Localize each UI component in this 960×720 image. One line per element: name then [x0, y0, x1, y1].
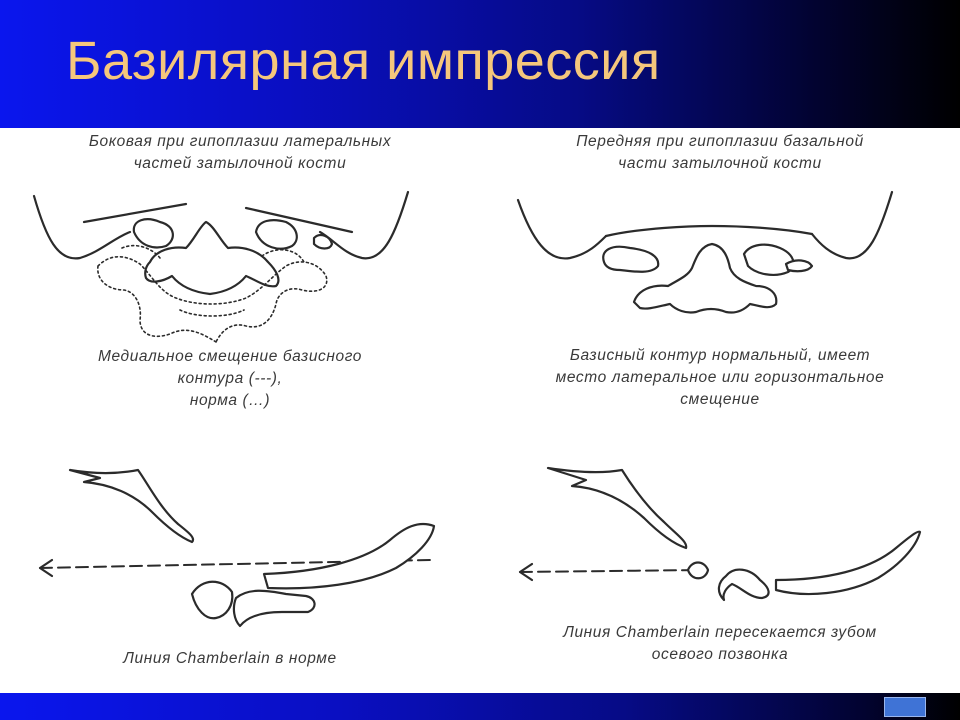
atlas-ring [192, 582, 232, 619]
caption-chamberlain-normal [20, 648, 440, 670]
hard-palate [70, 470, 193, 542]
slide-title: Базилярная импрессия [66, 31, 661, 91]
caption-normal-contour-line-1: Базисный контур нормальный, имеет [569, 347, 871, 364]
caption-medial-shift [20, 346, 440, 412]
skull-outline-right-2 [812, 192, 892, 258]
caption-medial-shift-line-3: норма (…) [189, 392, 271, 409]
chamberlain-normal-drawing [40, 470, 434, 626]
caption-lateral-line-2: частей затылочной кости [133, 155, 347, 172]
occipital-squama-2 [776, 532, 920, 594]
condyle-left [134, 219, 173, 247]
caption-medial-shift-line-1: Медиальное смещение базисного [97, 348, 363, 365]
skull-outline-right [320, 192, 408, 258]
caption-normal-contour-line-3: смещение [680, 391, 760, 408]
chamberlain-crossed-drawing [520, 468, 920, 600]
caption-anterior [500, 131, 940, 175]
condyle-line-left [84, 204, 186, 222]
anterior-impression-drawing [518, 192, 892, 313]
next-slide-button[interactable] [884, 697, 926, 717]
condyle-right [256, 220, 297, 249]
caption-chamberlain-crossed [490, 622, 950, 666]
caption-normal-contour-line-2: место латеральное или горизонтальное [555, 369, 885, 386]
hard-palate-2 [548, 468, 686, 548]
caption-chamberlain-crossed-line-1: Линия Chamberlain пересекается зубом [563, 624, 877, 641]
caption-anterior-line-2: части затылочной кости [618, 155, 822, 172]
condyle-right-2 [744, 245, 794, 275]
lateral-impression-drawing [34, 192, 408, 342]
skull-base-arc [606, 226, 812, 236]
caption-lateral-line-1: Боковая при гипоплазии латеральных [88, 133, 392, 150]
odontoid-process-2 [719, 570, 769, 600]
caption-medial-shift-line-2: контура (---), [177, 370, 283, 387]
odontoid-process [234, 591, 315, 626]
occipital-squama [264, 524, 434, 588]
skull-outline-left [34, 196, 130, 258]
slide-footer [0, 693, 960, 720]
chamberlain-line-2 [520, 570, 700, 572]
caption-normal-contour [490, 345, 950, 411]
caption-chamberlain-crossed-line-2: осевого позвонка [651, 646, 789, 663]
condyle-left-2 [603, 247, 658, 272]
atlas-ring-2 [688, 563, 708, 579]
caption-anterior-line-1: Передняя при гипоплазии базальной [576, 133, 864, 150]
caption-chamberlain-normal-line-1: Линия Chamberlain в норме [123, 650, 337, 667]
condyle-right-2-tip [786, 260, 812, 271]
caption-lateral [20, 131, 460, 175]
skull-outline-left-2 [518, 200, 606, 258]
